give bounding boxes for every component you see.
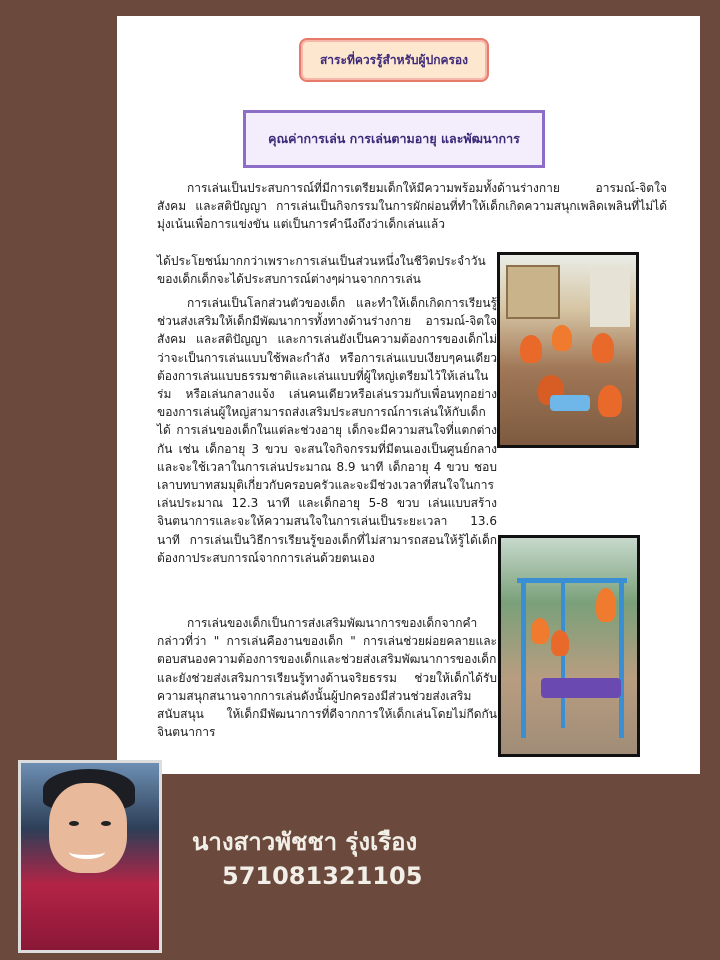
document-page (117, 16, 700, 774)
paragraph-intro-continued: ได้ประโยชน์มากกว่าเพราะการเล่นเป็นส่วนหนึ่งในชีวิตประจำวันของเด็กเด็กจะได้ประสบการณ์ต่างๆผ่านจากการเล่น (157, 254, 486, 287)
paragraph-play-development: การเล่นของเด็กเป็นการส่งเสริมพัฒนาการของเด็กจากคำกล่าวที่ว่า " การเล่นคืองานของเด็ก " การเล่นช่วยผ่อยคลายและตอบสนองความต้องการของเด็กและช่วยส่งเสริมพัฒนาการของเด็กและยังช่วยส่งเสริมการเรียนรู้ทางด้านจริยธรรม ช่วยให้เด็กได้รับความสนุกสนานจากการเล่นดังนั้นผู้ปกครองมีส่วนช่วยส่งเสริม สนับสนุน ให้เด็กมีพัฒนาการที่ดีจากการให้เด็กเล่นโดยไม่กีดกันจินตนาการ (157, 616, 497, 740)
paragraph-play-world: การเล่นเป็นโลกส่วนตัวของเด็ก และทำให้เด็กเกิดการเรียนรู้ ช่วนส่งเสริมให้เด็กมีพัฒนาการทั้งทางด้านร่างกาย อารมณ์-จิตใจ สังคม และสติปัญญา และการเล่นยังเป็นความต้องการของเด็กไม่ว่าจะเป็นการเล่นแบบใช้พละกำลัง หรือการเล่นแบบเงียบๆคนเดียว ต้องการเล่นแบบธรรมชาติและเล่นแบบที่ผู้ใหญ่เตรียมไว้ให้เล่นในร่ม หรือเล่นกลางแจ้ง เล่นคนเดียวหรือเล่นรวมกับเพื่อนทุกอย่างของการเล่นผู้ใหญ่สามารถส่งเสริมประสบการณ์การเล่นให้กับเด็กได้ การเล่นของเด็กในแต่ละช่วงอายุ เด็กจะมีความสนใจที่แตกต่างกัน เช่น เด็กอายุ 3 ขวบ จะสนใจกิจกรรมที่มีตนเองเป็นศูนย์กลางและจะใช้เวลาในการเล่นประมาณ 8.9 นาที เด็กอายุ 4 ขวบ ชอบเลาบทบาทสมมุติเกี่ยวกับครอบครัวและจะมีช่วงเวลาที่สนใจในการเล่นประมาณ 12.3 นาที และเด็กอายุ 5-8 ขวบ เล่นแบบสร้างจินตนาการและจะให้ความสนใจในการเล่นเป็นระยะเวลา 13.6 นาที การเล่นเป็นวิธีการเรียนรู้ของเด็กที่ไม่สามารถสอนให้รู้ได้เด็กต้องกาประสบการณ์จากการเล่นด้วยตนเอง (157, 296, 497, 565)
paragraph-intro: การเล่นเป็นประสบการณ์ที่มีการเตรียมเด็กให้มีความพร้อมทั้งด้านร่างกาย อารมณ์-จิตใจ สังคม และสติปัญญา การเล่นเป็นกิจกรรมในการผักผ่อนที่ทำให้เด็กเกิดความสนุกเพลิดเพลินที่ไม่ได้มุ่งเน้นเพื่อการแข่งขัน แต่เป็นการคำนึงถึงว่าเด็กเล่นแล้ว (157, 181, 667, 232)
header-title: สาระที่ควรรู้สำหรับผู้ปกครอง (299, 38, 489, 82)
playground-photo (498, 535, 640, 757)
section-title: คุณค่าการเล่น การเล่นตามอายุ และพัฒนาการ (243, 110, 545, 168)
author-photo (18, 760, 162, 953)
classroom-play-photo (497, 252, 639, 448)
author-name: นางสาวพัชชา รุ่งเรือง (192, 828, 418, 856)
student-id: 571081321105 (222, 862, 423, 890)
